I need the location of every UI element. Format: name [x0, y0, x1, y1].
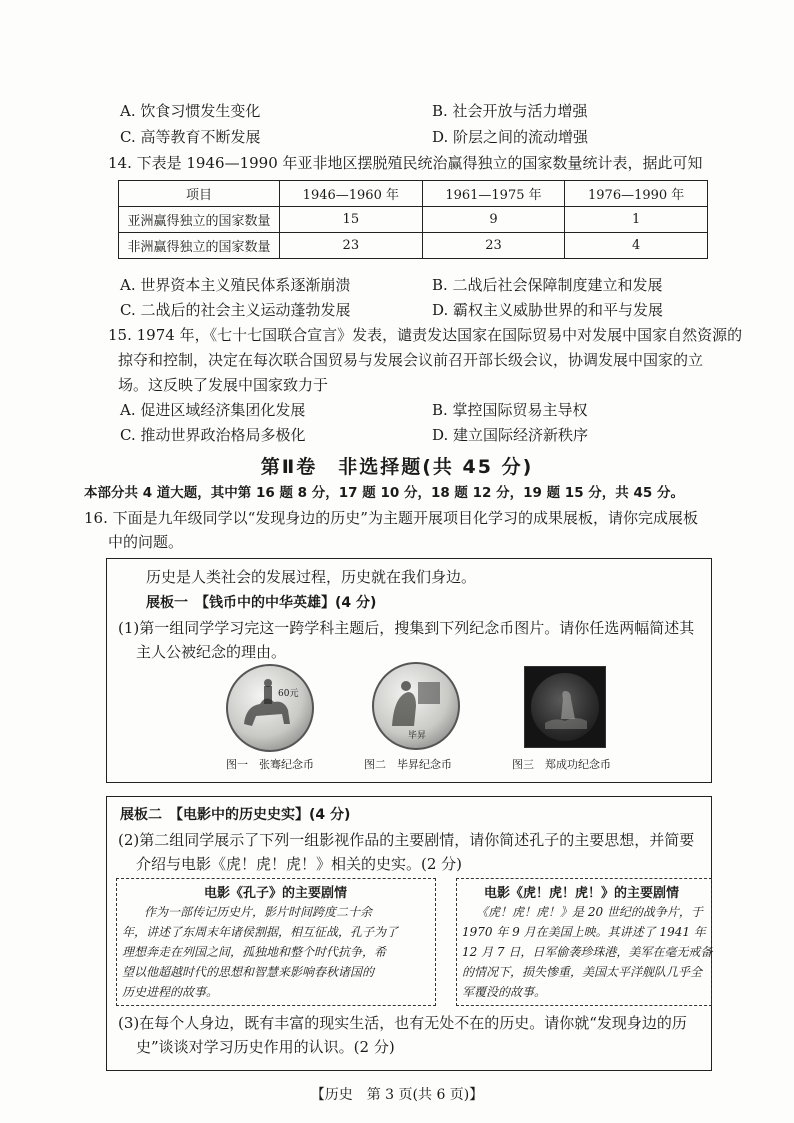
q14-option-b: B. 二战后社会保障制度建立和发展	[432, 276, 663, 294]
q15-option-b: B. 掌控国际贸易主导权	[432, 401, 588, 419]
table-header-cell: 项目	[119, 181, 280, 207]
coin-caption-2: 图二 毕昇纪念币	[364, 758, 452, 771]
table-cell: 9	[422, 207, 565, 233]
table-header-cell: 1946—1960 年	[280, 181, 423, 207]
board-intro: 历史是人类社会的发展过程，历史就在我们身边。	[146, 568, 477, 586]
table-cell: 4	[565, 233, 708, 259]
table-header-cell: 1961—1975 年	[422, 181, 565, 207]
q16-3-line1: (3)在每个人身边，既有丰富的现实生活，也有无处不在的历史。请你就“发现身边的历	[118, 1014, 687, 1032]
zhang-qian-coin-image	[226, 664, 314, 752]
q14-option-d: D. 霸权主义威胁世界的和平与发展	[432, 301, 664, 319]
q15-stem-line3: 场。这反映了发展中国家致力于	[118, 376, 329, 394]
q14-option-c: C. 二战后的社会主义运动蓬勃发展	[120, 301, 351, 319]
q15-option-c: C. 推动世界政治格局多极化	[120, 426, 306, 444]
coin-caption-3: 图三 郑成功纪念币	[512, 758, 611, 771]
q15-stem-line2: 掠夺和控制，决定在每次联合国贸易与发展会议前召开部长级会议，协调发展中国家的立	[118, 351, 704, 369]
q14-stem: 14. 下表是 1946—1990 年亚非地区摆脱殖民统治赢得独立的国家数量统计表，据此可知	[108, 154, 703, 172]
q14-option-a: A. 世界资本主义殖民体系逐渐崩溃	[120, 276, 351, 294]
zheng-chenggong-coin-image	[524, 666, 606, 748]
q13-option-c: C. 高等教育不断发展	[120, 128, 261, 146]
board-one-title: 展板一 【钱币中的中华英雄】(4 分)	[146, 595, 377, 611]
table-cell: 15	[280, 207, 423, 233]
board-two-title: 展板二 【电影中的历史史实】(4 分)	[120, 807, 351, 823]
q16-stem-line2: 中的问题。	[108, 533, 184, 551]
tora-plot-title: 电影《虎！虎！虎！》的主要剧情	[484, 886, 680, 901]
coin-caption-1: 图一 张骞纪念币	[226, 758, 314, 771]
q15-option-a: A. 促进区域经济集团化发展	[120, 401, 306, 419]
bi-sheng-coin-image	[372, 662, 460, 750]
q16-1-line2: 主人公被纪念的理由。	[136, 643, 287, 661]
independence-stats-table	[118, 180, 708, 259]
coin-denomination: 60元	[278, 689, 299, 699]
page-footer: 【历史 第 3 页(共 6 页)】	[310, 1087, 484, 1103]
q16-1-line1: (1)第一组同学学习完这一跨学科主题后，搜集到下列纪念币图片。请你任选两幅简述其	[118, 619, 695, 637]
q16-2-line1: (2)第二组同学展示了下列一组影视作品的主要剧情，请你简述孔子的主要思想，并简要	[118, 831, 695, 849]
q16-stem-line1: 16. 下面是九年级同学以“发现身边的历史”为主题开展项目化学习的成果展板，请你完成展板	[84, 509, 698, 527]
confucius-plot-line: 望以他超越时代的思想和智慧来影响春秋诸国的	[122, 965, 375, 979]
section-title: 第Ⅱ卷 非选择题(共 45 分)	[260, 456, 534, 478]
table-row	[119, 207, 708, 233]
q13-option-a: A. 饮食习惯发生变化	[120, 102, 261, 120]
confucius-plot-line: 年，讲述了东周末年诸侯割据，相互征战，孔子为了	[122, 925, 399, 939]
section-note: 本部分共 4 道大题，其中第 16 题 8 分，17 题 10 分，18 题 12 分，19 题 15 分，共 45 分。	[84, 485, 684, 501]
tora-plot-line: 的情况下，损失惨重，美国太平洋舰队几乎全	[462, 965, 703, 979]
q15-stem-line1: 15. 1974 年，《七十七国联合宣言》发表，谴责发达国家在国际贸易中对发展中国家自然资源的	[108, 326, 743, 344]
table-header-row	[119, 181, 708, 207]
tora-plot-line: 12 月 7 日，日军偷袭珍珠港，美军在毫无戒备	[462, 945, 713, 959]
table-cell: 23	[422, 233, 565, 259]
q16-2-line2: 介绍与电影《虎！虎！虎！》相关的史实。(2 分)	[136, 855, 463, 873]
table-header-cell: 1976—1990 年	[565, 181, 708, 207]
warrior-figure-icon	[531, 673, 599, 741]
coin-face	[531, 673, 599, 741]
tora-plot-line: 1970 年 9 月在美国上映。其讲述了 1941 年	[462, 925, 706, 939]
tora-plot-line: 军覆没的故事。	[462, 985, 547, 999]
confucius-plot-line: 历史进程的故事。	[122, 985, 219, 999]
confucius-plot-line: 理想奔走在列国之间，孤独地和整个时代抗争，希	[122, 945, 387, 959]
camel-figure-icon	[226, 664, 310, 748]
tora-plot-line: 《虎！虎！虎！》是 20 世纪的战争片，于	[476, 905, 703, 919]
q16-3-line2: 史”谈谈对学习历史作用的认识。(2 分)	[136, 1038, 395, 1056]
table-row-label: 非洲赢得独立的国家数量	[119, 233, 280, 259]
q13-option-d: D. 阶层之间的流动增强	[432, 128, 589, 146]
q15-option-d: D. 建立国际经济新秩序	[432, 426, 589, 444]
confucius-plot-line: 作为一部传记历史片，影片时间跨度二十余	[144, 905, 373, 919]
confucius-plot-title: 电影《孔子》的主要剧情	[204, 886, 348, 901]
coin-inscription: 毕昇	[408, 731, 427, 741]
table-cell: 23	[280, 233, 423, 259]
q13-option-b: B. 社会开放与活力增强	[432, 102, 588, 120]
table-row-label: 亚洲赢得独立的国家数量	[119, 207, 280, 233]
table-cell: 1	[565, 207, 708, 233]
table-row	[119, 233, 708, 259]
